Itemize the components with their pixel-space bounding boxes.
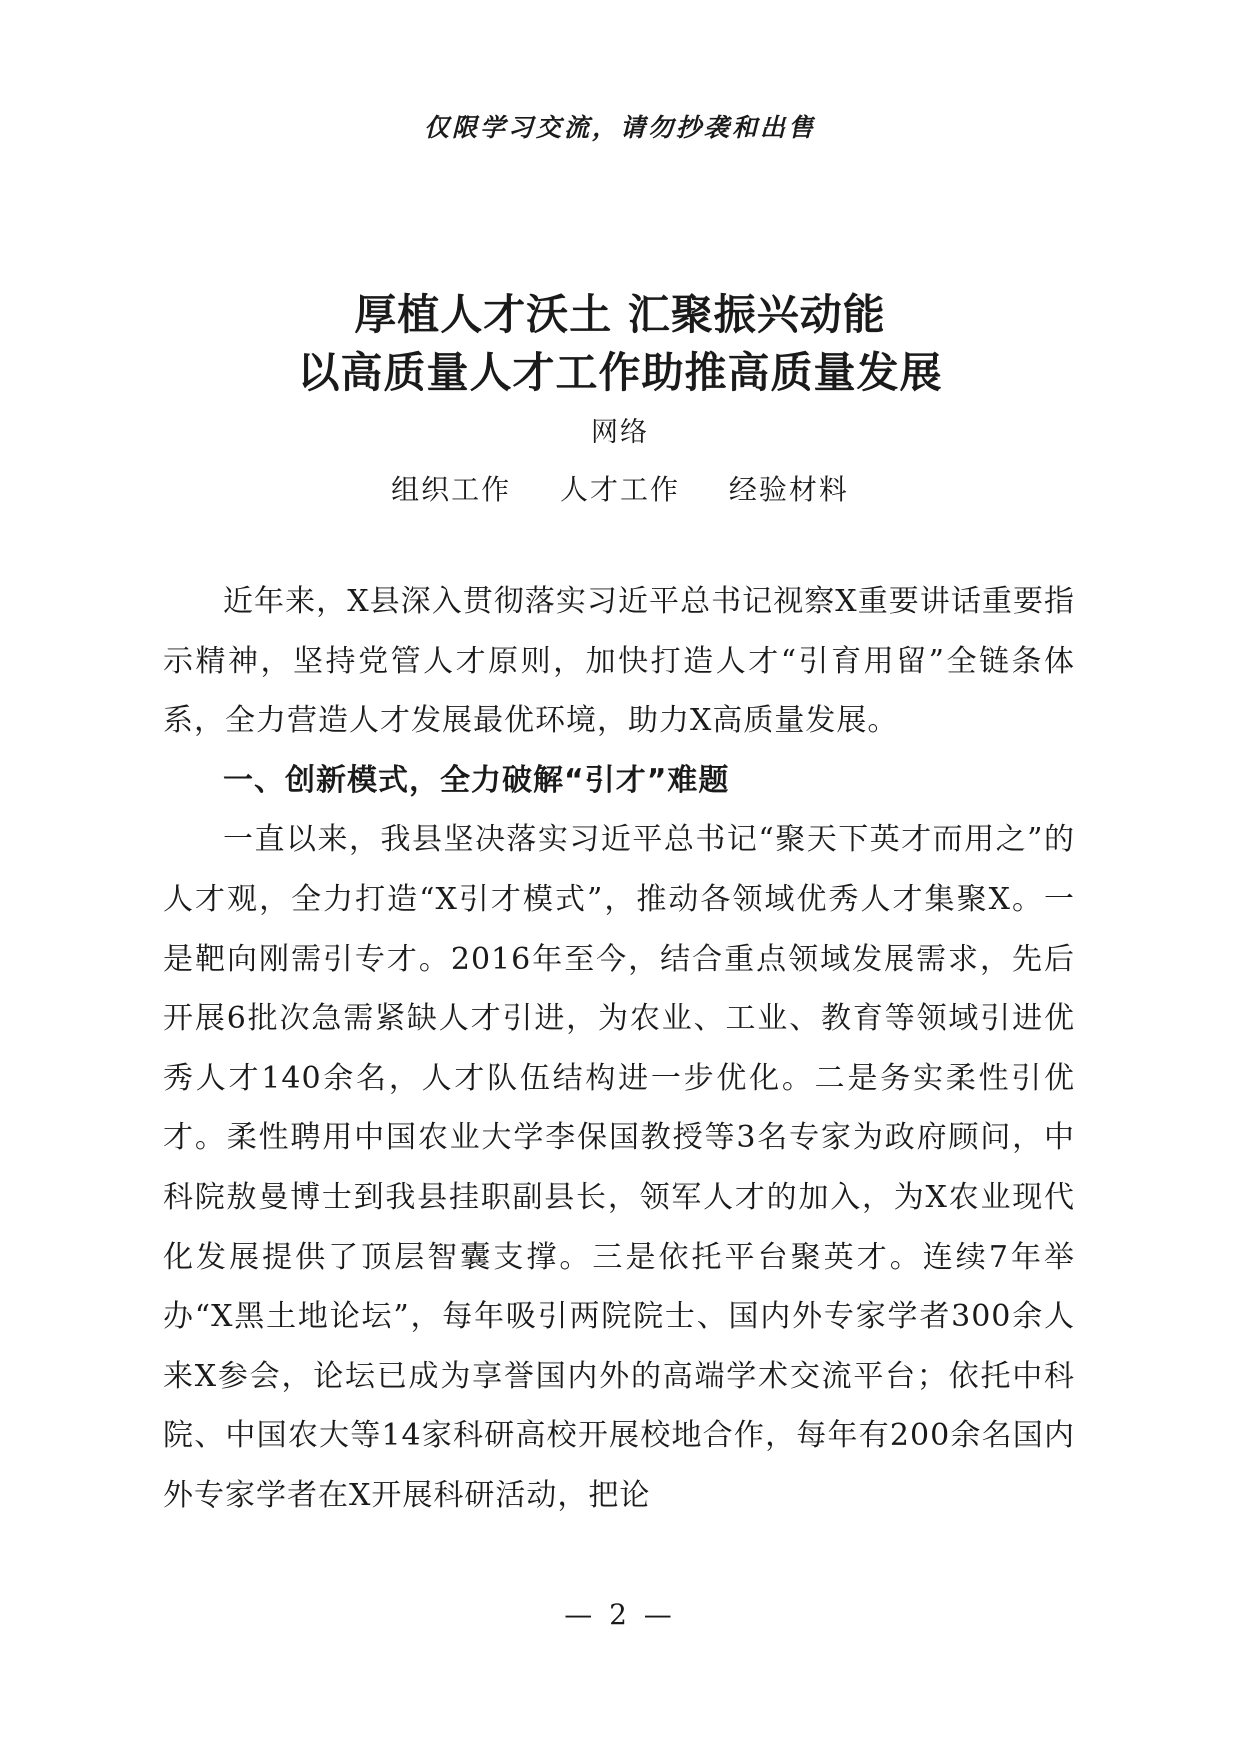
tag-item: 经验材料 [728, 473, 849, 506]
tag-item: 组织工作 [391, 473, 512, 506]
author-source: 网络 [591, 417, 649, 448]
document-title-line-2: 以高质量人才工作助推高质量发展 [297, 348, 943, 397]
watermark-notice: 仅限学习交流，请勿抄袭和出售 [423, 113, 816, 142]
intro-paragraph: 近年来，X县深入贯彻落实习近平总书记视察X重要讲话重要指示精神，坚持党管人才原则，加快打造人才“引育用留”全链条体系，全力营造人才发展最优环境，助力X高质量发展。 [163, 584, 1075, 739]
document-title-line-1: 厚植人才沃土 汇聚振兴动能 [354, 290, 886, 339]
tag-item: 人才工作 [559, 473, 680, 506]
page-number: — 2 — [564, 1598, 676, 1631]
article-body [163, 572, 1075, 1526]
section-paragraph: 一直以来，我县坚决落实习近平总书记“聚天下英才而用之”的人才观，全力打造“X引才模式”，推动各领域优秀人才集聚X。一是靶向刚需引专才。2016年至今，结合重点领域发展需求，先后开展6批次急需紧缺人才引进，为农业、工业、教育等领域引进优秀人才140余名，人才队伍结构进一步优化。二是务实柔性引优才。柔性聘用中国农业大学李保国教授等3名专家为政府顾问，中科院敖曼博士到我县挂职副县长，领军人才的加入，为X农业现代化发展提供了顶层智囊支撑。三是依托平台聚英才。连续7年举办“X黑土地论坛”，每年吸引两院院士、国内外专家学者300余人来X参会，论坛已成为享誉国内外的高端学术交流平台；依托中科院、中国农大等14家科研高校开展校地合作，每年有200余名国内外专家学者在X开展科研活动，把论 [163, 822, 1075, 1513]
tag-list [0, 468, 1240, 508]
section-heading: 一、创新模式，全力破解“引才”难题 [223, 762, 730, 798]
